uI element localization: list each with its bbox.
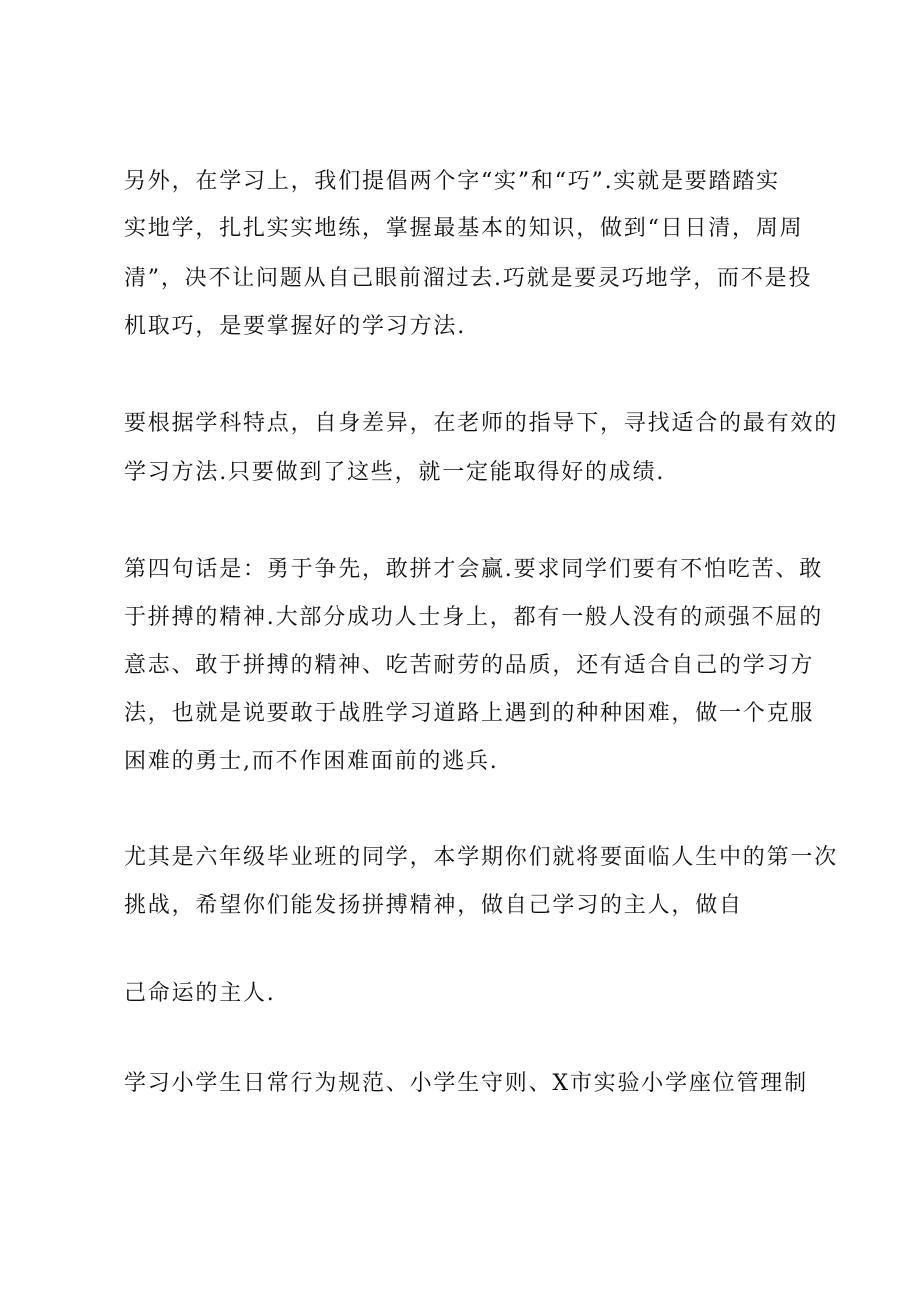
paragraph-3-line-2: 于拼搏的精神.大部分成功人士身上，都有一般人没有的顽强不屈的	[124, 605, 823, 630]
paragraph-5-line-1: 己命运的主人.	[124, 981, 276, 1006]
paragraph-6-line-1: 学习小学生日常行为规范、小学生守则、X市实验小学座位管理制	[124, 1071, 808, 1096]
paragraph-4-line-1: 尤其是六年级毕业班的同学，本学期你们就将要面临人生中的第一次	[124, 845, 839, 870]
paragraph-1-line-4: 机取巧，是要掌握好的学习方法.	[124, 314, 466, 339]
paragraph-3-line-5: 困难的勇士,而不作困难面前的逃兵.	[124, 749, 499, 774]
paragraph-2-line-1: 要根据学科特点，自身差异，在老师的指导下，寻找适合的最有效的	[124, 411, 839, 436]
paragraph-2-line-2: 学习方法.只要做到了这些，就一定能取得好的成绩.	[124, 460, 666, 485]
paragraph-3-line-1: 第四句话是：勇于争先，敢拼才会赢.要求同学们要有不怕吃苦、敢	[124, 557, 823, 582]
paragraph-3-line-4: 法，也就是说要敢于战胜学习道路上遇到的种种困难，做一个克服	[124, 701, 815, 726]
paragraph-1-line-3: 清”，决不让问题从自己眼前溜过去.巧就是要灵巧地学，而不是投	[124, 266, 813, 291]
paragraph-1-line-2: 实地学，扎扎实实地练，掌握最基本的知识，做到“日日清，周周	[124, 216, 804, 241]
paragraph-1-line-1: 另外，在学习上，我们提倡两个字“实”和“巧”.实就是要踏踏实	[124, 169, 780, 194]
paragraph-3-line-3: 意志、敢于拼搏的精神、吃苦耐劳的品质，还有适合自己的学习方	[124, 653, 815, 678]
paragraph-4-line-2: 挑战，希望你们能发扬拼搏精神，做自己学习的主人，做自	[124, 893, 743, 918]
